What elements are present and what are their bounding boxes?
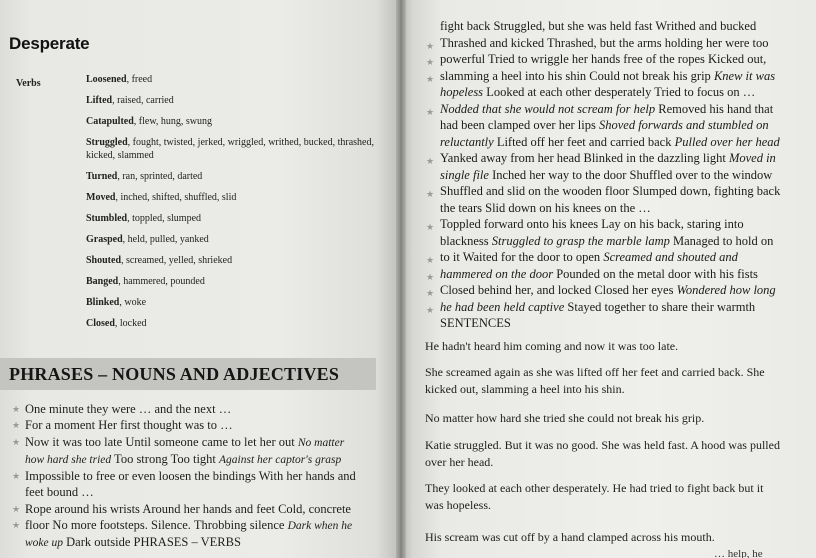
verb-item: Struggled, fought, twisted, jerked, wriggled, writhed, bucked, thrashed, kicked, slammed xyxy=(86,137,374,161)
right-page xyxy=(400,0,816,558)
phrase-line: ★ Closed behind her, and locked Closed her eyes Wondered how long xyxy=(424,282,786,299)
section-label-sentences: SENTENCES xyxy=(440,316,511,330)
phrase-line: ★ he had been held captive Stayed together to share their warmth xyxy=(424,299,786,316)
phrase-line: ★ Yanked away from her head Blinked in the dazzling light Moved in xyxy=(424,150,786,167)
star-bullet-icon: ★ xyxy=(12,436,21,447)
phrases-verbs-list xyxy=(424,18,786,332)
phrase-line: ★ floor No more footsteps. Silence. Throbbing silence Dark when he xyxy=(12,518,353,533)
phrase-line: ★ Thrashed and kicked Thrashed, but the arms holding her were too xyxy=(424,35,786,52)
left-page xyxy=(0,0,400,558)
phrase-line: ★ One minute they were … and the next … xyxy=(12,402,232,416)
star-bullet-icon: ★ xyxy=(426,304,435,315)
phrase-line: hopeless Looked at each other desperately Tried to focus on … xyxy=(440,85,756,99)
phrase-line: ★ Impossible to free or even loosen the bindings With her hands and xyxy=(12,469,356,484)
star-bullet-icon: ★ xyxy=(426,57,435,67)
verb-item: Blinked, woke xyxy=(86,297,147,308)
phrase-line: reluctantly Lifted off her feet and carried back Pulled over her head xyxy=(440,134,780,149)
star-bullet-icon: ★ xyxy=(426,156,435,166)
phrase-line: feet bound … xyxy=(25,485,94,500)
star-bullet-icon: ★ xyxy=(426,189,435,199)
star-bullet-icon: ★ xyxy=(12,404,21,414)
verb-item: Grasped, held, pulled, yanked xyxy=(86,234,209,245)
phrase-line: single file Inched her way to the door Shuffled over to the window xyxy=(440,167,773,182)
phrase-line: how hard she tried Too strong Too tight Against her captor's grasp xyxy=(25,451,342,466)
example-sentence: He hadn't heard him coming and now it was too late. xyxy=(425,339,679,353)
verb-item: Shouted, screamed, yelled, shrieked xyxy=(86,255,233,266)
verb-item: Lifted, raised, carried xyxy=(86,95,174,106)
phrase-line: the tears Slid down on his knees on the … xyxy=(440,200,651,215)
star-bullet-icon: ★ xyxy=(426,255,435,265)
star-bullet-icon: ★ xyxy=(426,271,435,282)
phrases-list xyxy=(12,401,376,552)
verb-item: Closed, locked xyxy=(86,318,147,329)
phrase-line: ★ hammered on the door Pounded on the metal door with his fists xyxy=(424,266,786,283)
verb-item: Banged, hammered, pounded xyxy=(86,276,205,287)
phrase-line: ★ slamming a heel into his shin Could not break his grip Knew it was xyxy=(424,68,786,85)
phrase-line: ★ Shuffled and slid on the wooden floor Slumped down, fighting back xyxy=(424,183,786,200)
example-sentence: They looked at each other desperately. He had tried to fight back but it was hopeless. xyxy=(425,481,764,512)
phrase-line: blackness Struggled to grasp the marble lamp Managed to hold on xyxy=(440,233,774,248)
verb-list xyxy=(86,73,376,338)
phrase-line: ★ to it Waited for the door to open Screamed and shouted and xyxy=(424,249,786,266)
verb-item: Loosened, freed xyxy=(86,74,153,85)
phrase-line: ★ For a moment Her first thought was to … xyxy=(12,418,233,433)
star-bullet-icon: ★ xyxy=(426,288,435,298)
star-bullet-icon: ★ xyxy=(12,420,21,431)
phrase-line: woke up Dark outside PHRASES – VERBS xyxy=(25,535,241,550)
phrase-line: ★ Now it was too late Until someone came to let her out No matter xyxy=(12,434,345,449)
star-bullet-icon: ★ xyxy=(426,222,435,232)
star-bullet-icon: ★ xyxy=(12,520,21,531)
phrase-line: had been clamped over her lips Shoved forwards and stumbled on xyxy=(440,118,769,132)
cut-off-text: … help, he xyxy=(714,548,763,558)
phrase-line: ★ Rope around his wrists Around her hands and feet Cold, concrete xyxy=(12,501,351,516)
section-title: PHRASES – NOUNS AND ADJECTIVES xyxy=(9,364,340,384)
verb-item: Turned, ran, sprinted, darted xyxy=(86,171,203,182)
example-sentence: She screamed again as she was lifted off her feet and carried back. She kicked out, slamming a heel into his shin. xyxy=(425,365,765,396)
phrase-line: ★ powerful Tried to wriggle her hands free of the ropes Kicked out, xyxy=(424,51,786,68)
star-bullet-icon: ★ xyxy=(12,471,21,482)
star-bullet-icon: ★ xyxy=(426,106,435,117)
example-sentence: Katie struggled. But it was no good. She was held fast. A hood was pulled over her head. xyxy=(425,438,780,469)
star-bullet-icon: ★ xyxy=(426,40,435,51)
example-sentence: No matter how hard she tried she could not break his grip. xyxy=(425,411,705,425)
verb-item: Moved, inched, shifted, shuffled, slid xyxy=(86,192,237,203)
star-bullet-icon: ★ xyxy=(426,73,435,84)
verbs-label: Verbs xyxy=(16,78,41,89)
phrase-line: ★ Toppled forward onto his knees Lay on his back, staring into xyxy=(424,216,786,233)
phrase-line: fight back Struggled, but she was held fast Writhed and bucked xyxy=(440,19,757,33)
verb-item: Catapulted, flew, hung, swung xyxy=(86,116,213,127)
page-heading: Desperate xyxy=(9,34,90,53)
star-bullet-icon: ★ xyxy=(12,503,21,514)
verb-item: Stumbled, toppled, slumped xyxy=(86,213,202,224)
book-gutter xyxy=(396,0,406,558)
phrase-line: ★ Nodded that she would not scream for help Removed his hand that xyxy=(424,101,786,118)
example-sentence: His scream was cut off by a hand clamped across his mouth. xyxy=(425,530,715,544)
